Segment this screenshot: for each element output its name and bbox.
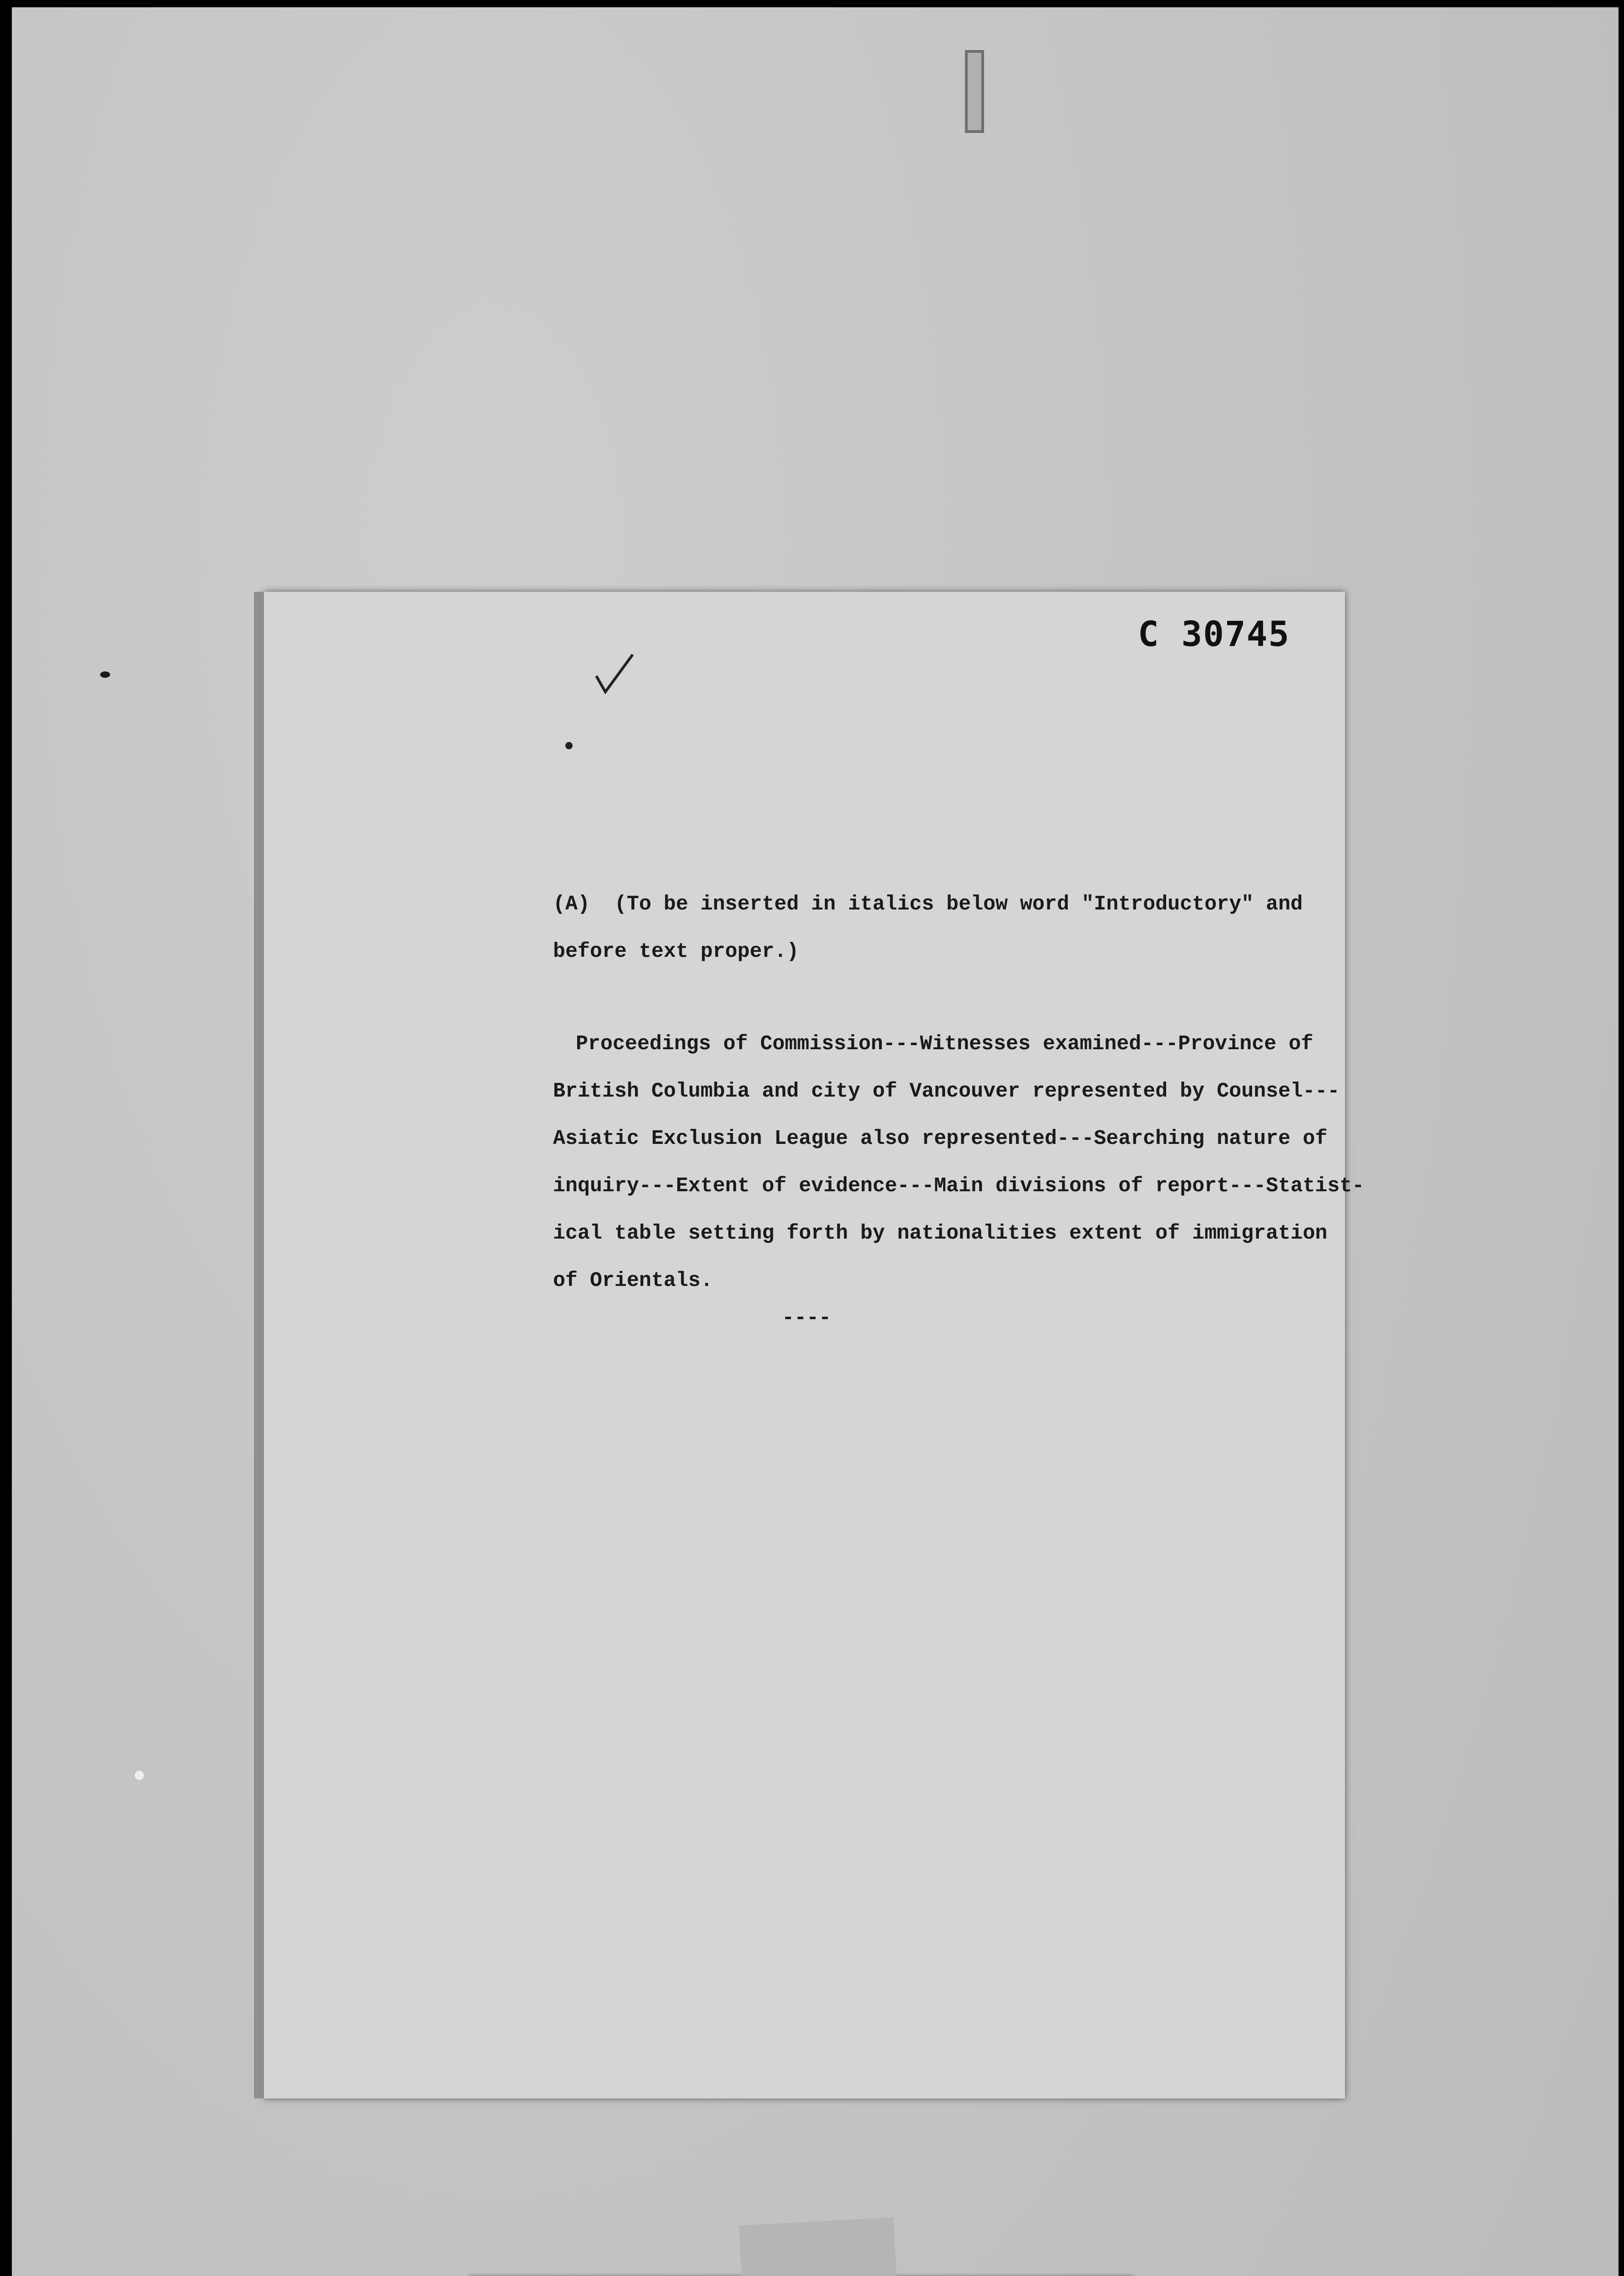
stray-mark — [100, 671, 110, 678]
insert-note — [553, 881, 1303, 975]
dot-mark — [565, 742, 573, 749]
insert-note-line: before text proper.) — [553, 940, 799, 963]
insert-note-line: (A) (To be inserted in italics below word "Introductory" and — [553, 893, 1303, 916]
tape-piece — [739, 2217, 899, 2276]
chapter-summary — [553, 1021, 1364, 1305]
summary-line: ical table setting forth by nationalities extent of immigration — [553, 1222, 1328, 1245]
stray-mark — [135, 1771, 144, 1780]
summary-line: of Orientals. — [553, 1269, 713, 1292]
document-page — [264, 592, 1345, 2098]
summary-line: British Columbia and city of Vancouver represented by Counsel--- — [553, 1080, 1340, 1103]
clip-mark — [965, 50, 984, 133]
summary-line: inquiry---Extent of evidence---Main divisions of report---Statist- — [553, 1174, 1365, 1198]
separator: ---- — [782, 1306, 832, 1330]
summary-line: Asiatic Exclusion League also represented---Searching nature of — [553, 1127, 1328, 1150]
summary-line: Proceedings of Commission---Witnesses examined---Province of — [576, 1032, 1314, 1056]
document-number: C 30745 — [1138, 614, 1290, 654]
check-mark-icon — [592, 651, 637, 696]
